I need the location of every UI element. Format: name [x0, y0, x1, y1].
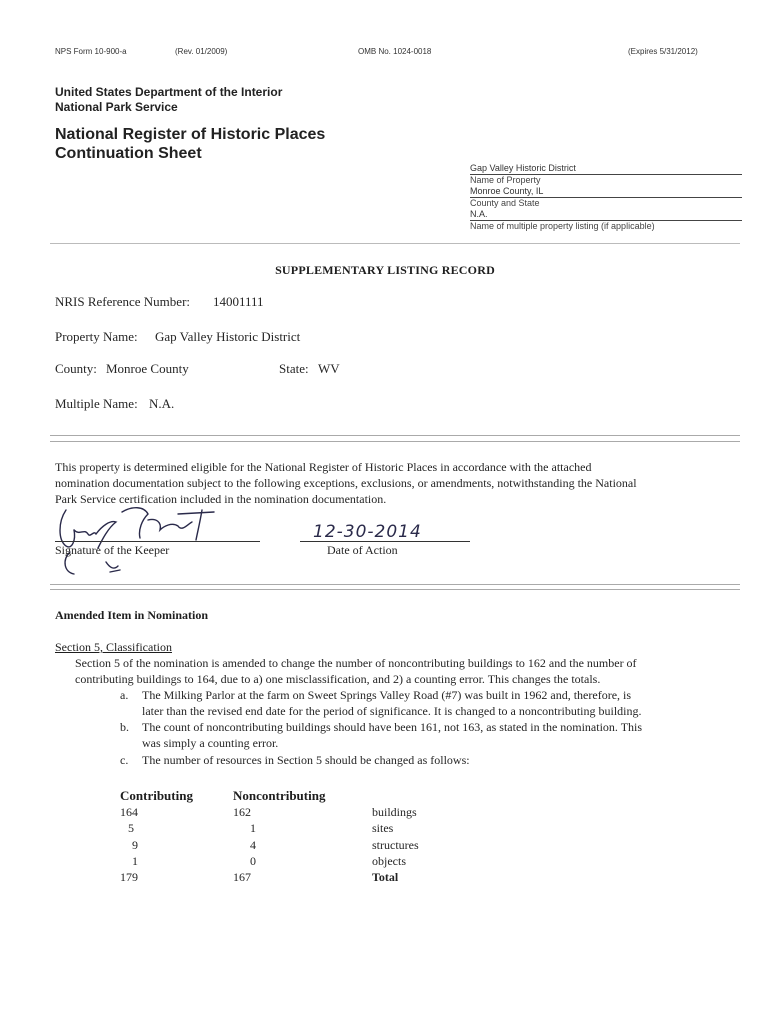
item-marker: b. — [120, 720, 129, 734]
amended-heading: Amended Item in Nomination — [55, 608, 209, 622]
register-title: National Register of Historic Places — [55, 126, 326, 143]
property-name-field-label: Property Name: — [55, 329, 138, 344]
item-marker: a. — [120, 688, 129, 702]
nris-value: 14001111 — [213, 294, 264, 309]
contributing-count: 9 — [132, 838, 138, 852]
resource-type: objects — [372, 854, 406, 868]
form-revision: (Rev. 01/2009) — [175, 47, 228, 56]
divider — [50, 243, 740, 244]
noncontributing-count: 4 — [250, 838, 256, 852]
multiple-listing-label: Name of multiple property listing (if applicable) — [470, 220, 742, 232]
determination-line-1: This property is determined eligible for the National Register of Historic Places in accordance with the attached — [55, 460, 592, 474]
keeper-signature — [52, 500, 242, 580]
agency-service: National Park Service — [55, 100, 178, 114]
keeper-signature-label: Signature of the Keeper — [55, 543, 170, 557]
item-b-line-2: was simply a counting error. — [142, 736, 279, 750]
multiple-listing-value: N.A. — [470, 209, 488, 219]
item-marker: c. — [120, 753, 129, 767]
divider — [50, 441, 740, 442]
property-name-value: Gap Valley Historic District — [470, 163, 576, 173]
multiple-name-label: Multiple Name: — [55, 396, 138, 411]
total-label: Total — [372, 870, 399, 884]
resource-type: buildings — [372, 805, 417, 819]
form-expiration: (Expires 5/31/2012) — [628, 47, 698, 56]
form-number: NPS Form 10-900-a — [55, 47, 127, 56]
divider — [50, 589, 740, 590]
noncontributing-count: 162 — [233, 805, 251, 819]
column-header-noncontributing: Noncontributing — [233, 788, 326, 803]
column-header-contributing: Contributing — [120, 788, 193, 803]
agency-department: United States Department of the Interior — [55, 85, 283, 99]
omb-number: OMB No. 1024-0018 — [358, 47, 432, 56]
multiple-name-value: N.A. — [149, 396, 175, 411]
amendment-intro-line-2: contributing buildings to 164, due to a) one misclassification, and 2) a counting error. This changes the totals. — [75, 672, 601, 686]
county-state-value: Monroe County, IL — [470, 186, 544, 196]
county-state-label: County and State — [470, 197, 742, 209]
item-c-line-1: The number of resources in Section 5 should be changed as follows: — [142, 753, 470, 767]
contributing-count: 164 — [120, 805, 138, 819]
date-of-action-label: Date of Action — [327, 543, 398, 557]
determination-line-3: Park Service certification included in the nomination documentation. — [55, 492, 387, 506]
contributing-total: 179 — [120, 870, 138, 884]
noncontributing-count: 0 — [250, 854, 256, 868]
amendment-intro-line-1: Section 5 of the nomination is amended to change the number of noncontributing buildings to 162 and the number of — [75, 656, 637, 670]
determination-line-2: nomination documentation subject to the following exceptions, exclusions, or amendments, notwithstanding the National — [55, 476, 637, 490]
date-line — [300, 541, 470, 542]
resource-type: structures — [372, 838, 419, 852]
item-a-line-2: later than the revised end date for the period of significance. It is changed to a noncontributing building. — [142, 704, 642, 718]
signature-line — [55, 541, 260, 542]
section-heading: Section 5, Classification — [55, 640, 172, 654]
nris-label: NRIS Reference Number: — [55, 294, 191, 309]
noncontributing-total: 167 — [233, 870, 251, 884]
contributing-count: 1 — [132, 854, 138, 868]
resource-type: sites — [372, 821, 394, 835]
contributing-count: 5 — [128, 821, 134, 835]
item-a-line-1: The Milking Parlor at the farm on Sweet Springs Valley Road (#7) was built in 1962 and, therefore, is — [142, 688, 632, 702]
action-date: 12-30-2014 — [313, 522, 422, 542]
state-field-value: WV — [318, 361, 340, 376]
property-name-field-value: Gap Valley Historic District — [155, 329, 301, 344]
item-b-line-1: The count of noncontributing buildings should have been 161, not 163, as stated in the nomination. This — [142, 720, 643, 734]
county-field-label: County: — [55, 361, 97, 376]
noncontributing-count: 1 — [250, 821, 256, 835]
record-title: SUPPLEMENTARY LISTING RECORD — [275, 263, 495, 277]
divider — [50, 584, 740, 585]
continuation-title: Continuation Sheet — [55, 145, 202, 162]
property-name-label: Name of Property — [470, 174, 742, 186]
state-field-label: State: — [279, 361, 309, 376]
county-field-value: Monroe County — [106, 361, 189, 376]
divider — [50, 435, 740, 436]
